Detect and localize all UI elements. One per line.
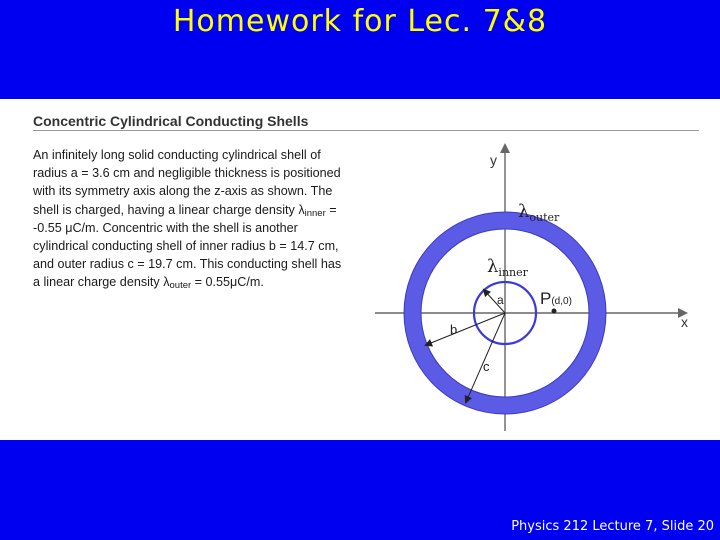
lambda-inner-symbol: λ: [487, 256, 499, 277]
x-axis-label: x: [681, 314, 688, 330]
point-p-letter: P: [540, 289, 552, 308]
problem-text-part-3: = 0.55μC/m.: [191, 275, 264, 290]
cylinder-diagram: [370, 139, 700, 439]
lambda-outer-label: [518, 201, 560, 224]
problem-heading: Concentric Cylindrical Conducting Shells: [33, 113, 309, 129]
lambda-inner-label: [487, 256, 529, 279]
slide-title: Homework for Lec. 7&8: [172, 4, 548, 39]
y-axis-label: y: [490, 152, 497, 168]
label-c: c: [483, 359, 490, 374]
label-b: b: [450, 322, 458, 337]
problem-text-part-2: = -0.55 μC/m. Concentric with the shell is another cylindrical conducting shell of inner radius b = 14.7 cm, and outer radius c = 19.7 cm. This conducting shell has a linear charge density λ: [33, 202, 342, 290]
lambda-outer-subscript: outer: [169, 280, 192, 292]
problem-text: [33, 146, 351, 292]
label-a: a: [497, 293, 504, 307]
lambda-inner-sub: inner: [498, 266, 528, 279]
content-panel: [0, 99, 720, 440]
point-p-dot: [552, 309, 557, 314]
lambda-inner-subscript: inner: [304, 207, 326, 219]
point-p-coords: (d,0): [551, 296, 572, 307]
slide-footer: Physics 212 Lecture 7, Slide 20: [511, 519, 714, 534]
lambda-outer-symbol: λ: [518, 201, 530, 222]
point-p-label: [540, 289, 572, 308]
y-axis-arrow-icon: [500, 143, 510, 153]
lambda-outer-sub: outer: [529, 211, 560, 224]
problem-text-part-1: An infinitely long solid conducting cylindrical shell of radius a = 3.6 cm and negligible thickness is positioned with its symmetry axis along the z-axis as shown. The shell is charged, having a linear charge density λ: [33, 148, 341, 217]
heading-divider: [33, 130, 699, 131]
